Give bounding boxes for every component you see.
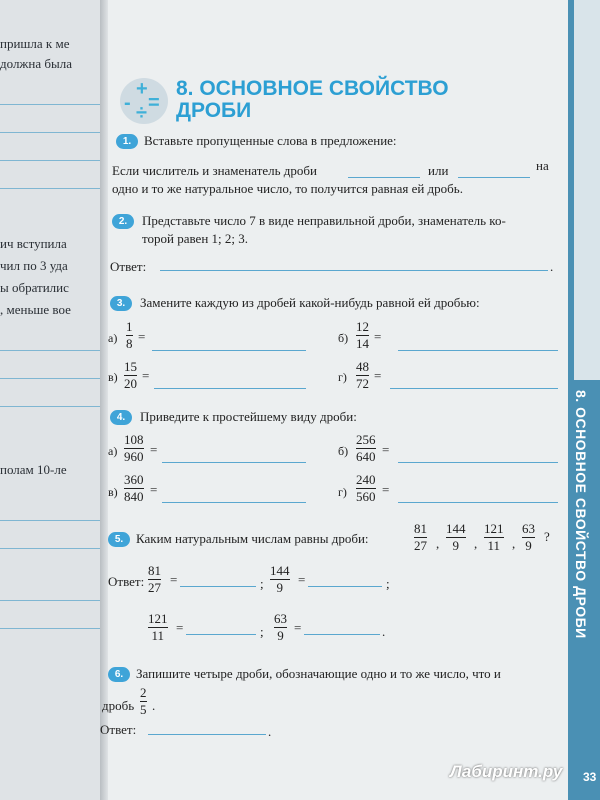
answer-blank[interactable] (154, 388, 306, 389)
fraction: 240 560 (356, 472, 376, 504)
left-page-rule (0, 520, 100, 521)
semicolon: ; (260, 624, 264, 639)
fraction: 360 840 (124, 472, 144, 504)
item-label: б) (338, 444, 349, 458)
equals-sign: = (382, 442, 390, 457)
comma: , (512, 536, 516, 551)
fraction: 48 72 (356, 359, 369, 391)
answer-blank[interactable] (398, 350, 558, 351)
left-page-line: полам 10-ле (0, 462, 67, 477)
answer-label: Ответ: (108, 574, 145, 589)
left-page-rule (0, 160, 100, 161)
left-page-rule (0, 378, 100, 379)
question-mark: ? (544, 529, 550, 544)
answer-blank[interactable] (308, 586, 382, 587)
labirint-watermark: Лабиринт.ру (450, 762, 563, 781)
answer-label: Ответ: (110, 259, 147, 274)
answer-blank[interactable] (186, 634, 256, 635)
fraction: 81 27 (148, 563, 161, 595)
left-page-line: должна была (0, 56, 72, 71)
fraction: 144 9 (270, 563, 290, 595)
item-label: г) (338, 485, 347, 499)
comma: , (474, 536, 478, 551)
left-page-line: чил по 3 уда (0, 258, 68, 273)
fraction: 15 20 (124, 359, 137, 391)
equals-sign: = (382, 482, 390, 497)
page-title: 8. ОСНОВНОЕ СВОЙСТВО ДРОБИ (176, 77, 449, 122)
answer-blank[interactable] (162, 502, 306, 503)
answer-end-dot: . (382, 624, 386, 639)
fraction: 2 5 (140, 685, 147, 717)
left-page-rule (0, 188, 100, 189)
answer-blank[interactable] (390, 388, 558, 389)
answer-end-dot: . (268, 724, 272, 739)
left-page-line: ич вступила (0, 236, 67, 251)
task-number-badge: 1. (116, 134, 138, 149)
fraction: 144 9 (446, 521, 466, 553)
equals-sign: = (374, 329, 382, 344)
side-margin (568, 0, 600, 380)
fraction: 121 11 (148, 611, 168, 643)
fraction: 121 11 (484, 521, 504, 553)
equals-sign: = (298, 572, 306, 587)
answer-blank[interactable] (458, 177, 530, 178)
answer-blank[interactable] (348, 177, 420, 178)
task-6-text-line2: дробь (102, 698, 135, 713)
answer-blank[interactable] (398, 462, 558, 463)
task-1-text: Вставьте пропущенные слова в предложение: (144, 133, 397, 148)
task-1-sentence-end: одно и то же натуральное число, то получится равная ей дробь. (112, 181, 463, 196)
task-5-text: Каким натуральным числам равны дроби: (136, 531, 369, 546)
answer-end-dot: . (550, 259, 554, 274)
semicolon: ; (386, 576, 390, 591)
left-page-line: пришла к ме (0, 36, 70, 51)
fraction: 256 640 (356, 432, 376, 464)
item-label: б) (338, 331, 349, 345)
left-page-line: , меньше вое (0, 302, 71, 317)
left-page-line: ы обратилис (0, 280, 69, 295)
answer-blank[interactable] (152, 350, 306, 351)
task-number-badge: 5. (108, 532, 130, 547)
workbook-page (100, 0, 568, 800)
semicolon: ; (260, 576, 264, 591)
item-label: а) (108, 331, 118, 345)
equals-sign: = (170, 572, 178, 587)
left-page-rule (0, 600, 100, 601)
task-2-text-line1: Представьте число 7 в виде неправильной дроби, знаменатель ко- (142, 213, 506, 228)
fraction: 81 27 (414, 521, 427, 553)
sentence-end-dot: . (152, 698, 156, 713)
fraction: 63 9 (274, 611, 287, 643)
left-page-rule (0, 350, 100, 351)
answer-blank[interactable] (180, 586, 256, 587)
task-1-sentence-na: на (536, 158, 549, 173)
answer-blank[interactable] (162, 462, 306, 463)
chapter-side-tab (568, 380, 600, 800)
item-label: в) (108, 370, 118, 384)
task-3-text: Замените каждую из дробей какой-нибудь равной ей дробью: (140, 295, 480, 310)
task-1-sentence-start: Если числитель и знаменатель дроби (112, 163, 317, 178)
left-page-rule (0, 406, 100, 407)
equals-sign: = (294, 620, 302, 635)
answer-blank[interactable] (304, 634, 380, 635)
task-1-sentence-or: или (428, 163, 449, 178)
answer-line[interactable] (148, 734, 266, 735)
math-operations-icon: - + = ÷ (120, 78, 168, 124)
item-label: в) (108, 485, 118, 499)
task-number-badge: 4. (110, 410, 132, 425)
task-2-text-line2: торой равен 1; 2; 3. (142, 231, 248, 246)
task-number-badge: 3. (110, 296, 132, 311)
left-page-rule (0, 548, 100, 549)
task-6-text-line1: Запишите четыре дроби, обозначающие одно и то же число, что и (136, 666, 501, 681)
fraction: 12 14 (356, 319, 369, 351)
equals-sign: = (374, 368, 382, 383)
item-label: г) (338, 370, 347, 384)
task-number-badge: 6. (108, 667, 130, 682)
equals-sign: = (142, 368, 150, 383)
task-number-badge: 2. (112, 214, 134, 229)
equals-sign: = (138, 329, 146, 344)
equals-sign: = (176, 620, 184, 635)
answer-blank[interactable] (398, 502, 558, 503)
equals-sign: = (150, 442, 158, 457)
answer-label: Ответ: (100, 722, 137, 737)
chapter-side-tab-label: 8. ОСНОВНОЕ СВОЙСТВО ДРОБИ (573, 390, 589, 639)
task-4-text: Приведите к простейшему виду дроби: (140, 409, 357, 424)
fraction: 63 9 (522, 521, 535, 553)
page-number: 33 (583, 770, 597, 784)
answer-line[interactable] (160, 270, 548, 271)
equals-sign: = (150, 482, 158, 497)
fraction: 108 960 (124, 432, 144, 464)
fraction: 1 8 (126, 319, 133, 351)
left-page-rule (0, 132, 100, 133)
comma: , (436, 536, 440, 551)
left-page-rule (0, 104, 100, 105)
item-label: а) (108, 444, 118, 458)
left-page (0, 0, 105, 800)
left-page-rule (0, 628, 100, 629)
